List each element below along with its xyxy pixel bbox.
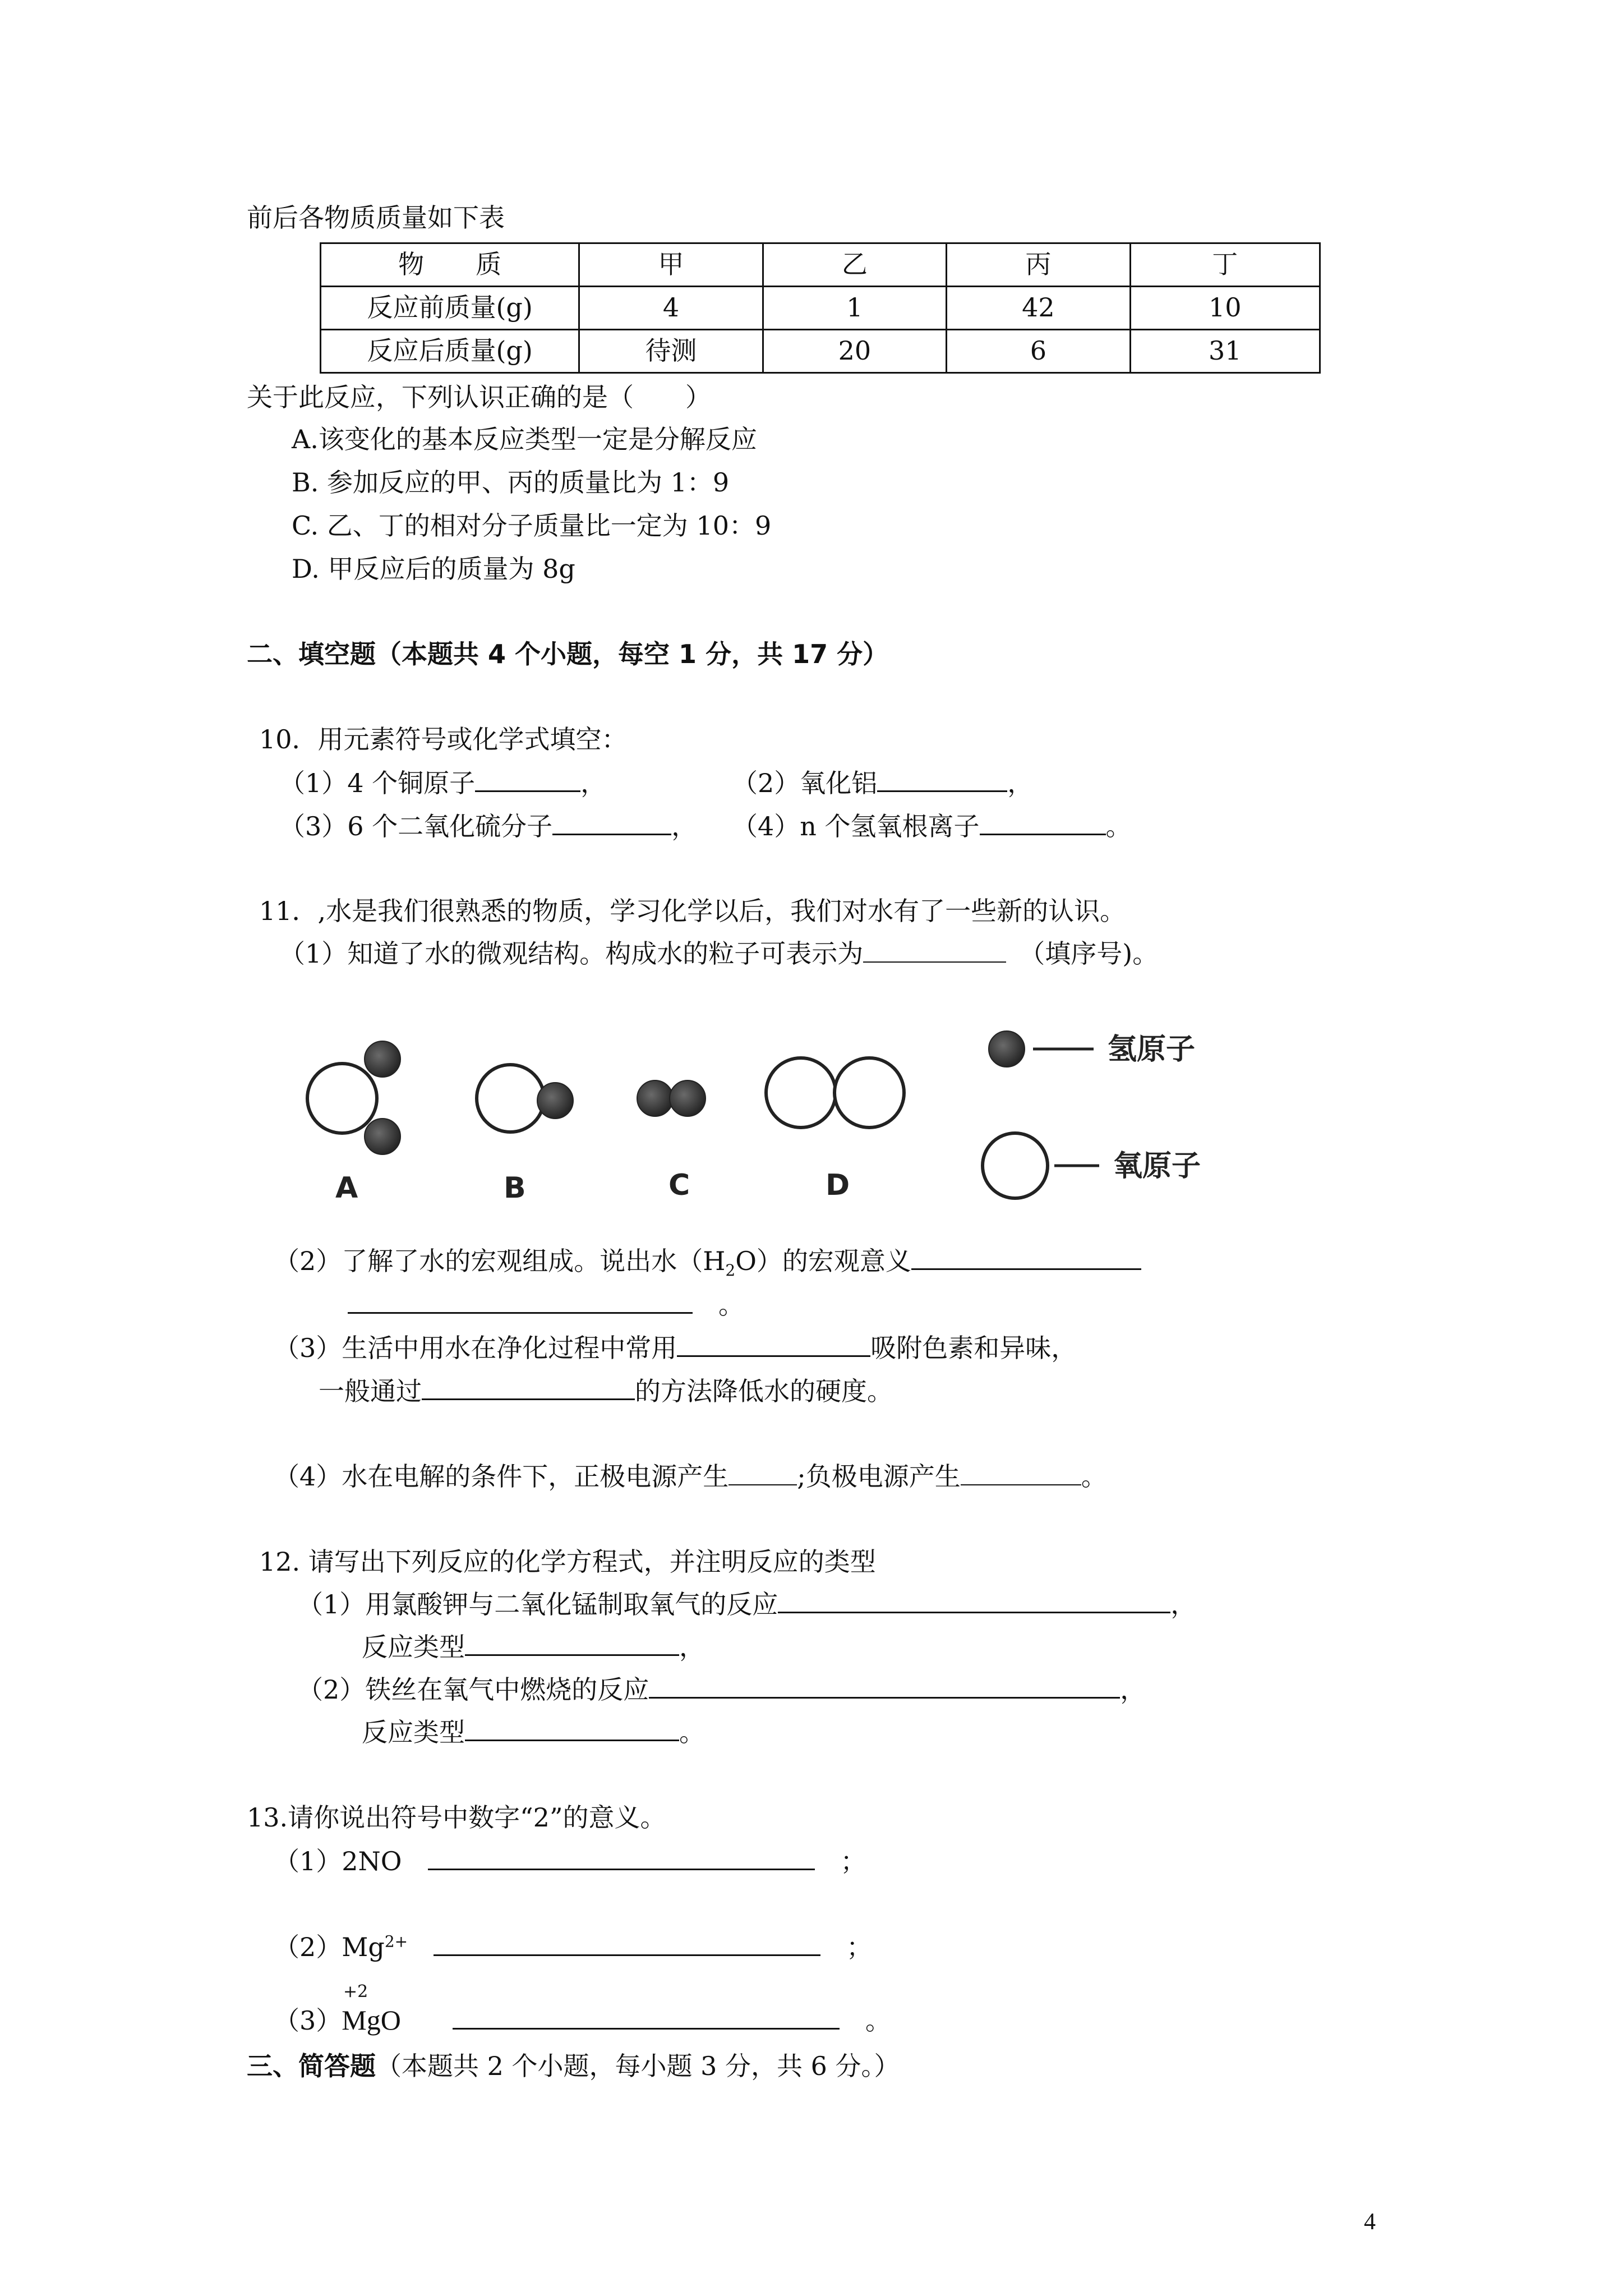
q9-option-a: A.该变化的基本反应类型一定是分解反应 — [292, 424, 757, 454]
q10-part2 — [732, 767, 1033, 800]
q11-part3-label: （3）生活中用水在净化过程中常用 — [274, 1333, 677, 1363]
answer-blank[interactable] — [980, 811, 1106, 835]
q10-part3-end: ， — [671, 811, 698, 841]
q12-part1 — [297, 1589, 1196, 1621]
answer-blank[interactable] — [911, 1246, 1141, 1270]
q11-part2-line2 — [348, 1289, 744, 1322]
table-header-cell: 乙 — [763, 243, 946, 287]
q12-part2-end: ， — [1120, 1674, 1146, 1705]
molecule-diagram — [292, 1004, 1256, 1228]
table-cell: 反应后质量(g) — [321, 330, 579, 373]
q9-option-b: B. 参加反应的甲、丙的质量比为 1：9 — [292, 467, 730, 498]
q11-part2-label-post: O）的宏观意义 — [735, 1246, 911, 1276]
q12-part1-label: （1）用氯酸钾与二氧化锰制取氧气的反应 — [297, 1589, 778, 1619]
q12-type1-end: ， — [679, 1632, 705, 1662]
q13-part2-label: （2）Mg — [274, 1932, 385, 1962]
q12-stem: 12. 请写出下列反应的化学方程式，并注明反应的类型 — [259, 1547, 876, 1577]
q11-part1-label: （1）知道了水的微观结构。构成水的粒子可表示为 — [279, 938, 864, 969]
table-cell: 1 — [763, 287, 946, 330]
q10-part2-end: ， — [1007, 768, 1034, 798]
legend-oxygen-label: 氧原子 — [1113, 1149, 1201, 1183]
table-cell: 42 — [947, 287, 1130, 330]
molecule-label-c: C — [668, 1168, 690, 1202]
q10-part4 — [732, 811, 1132, 843]
answer-blank[interactable] — [434, 1932, 820, 1956]
answer-blank[interactable] — [961, 1462, 1081, 1485]
q10-part1-end: ， — [580, 768, 607, 798]
answer-blank[interactable] — [863, 939, 1006, 963]
q13-part2-end: ； — [846, 1932, 873, 1962]
q13-part1-label: （1）2NO — [274, 1846, 402, 1876]
q13-valence: +2 — [343, 1982, 368, 2001]
q12-type1 — [362, 1631, 705, 1664]
molecule-c — [637, 1080, 706, 1116]
answer-blank[interactable] — [877, 768, 1007, 792]
q12-part2-label: （2）铁丝在氧气中燃烧的反应 — [297, 1674, 649, 1705]
oxygen-atom — [834, 1058, 904, 1128]
q13-part1-end: ； — [840, 1846, 866, 1876]
molecule-label-d: D — [826, 1168, 850, 1202]
table-cell: 4 — [579, 287, 763, 330]
page-number: 4 — [1364, 2209, 1376, 2235]
hydrogen-atom — [637, 1080, 673, 1116]
answer-blank[interactable] — [677, 1333, 870, 1357]
q9-option-c: C. 乙、丁的相对分子质量比一定为 10：9 — [292, 510, 772, 541]
section-3-title-rest: （本题共 2 个小题，每小题 3 分，共 6 分。） — [376, 2051, 900, 2081]
q11-part3-line2 — [319, 1375, 893, 1408]
q11-part2-end: 。 — [718, 1290, 744, 1320]
q10-stem: 10．用元素符号或化学式填空： — [259, 724, 628, 754]
q10-part2-label: （2）氧化铝 — [732, 768, 878, 798]
answer-blank[interactable] — [649, 1674, 1120, 1699]
q9-stem: 关于此反应，下列认识正确的是（ ） — [247, 382, 711, 412]
q11-stem: 11．,水是我们很熟悉的物质，学习化学以后，我们对水有了一些新的认识。 — [259, 896, 1126, 926]
table-header-cell: 丙 — [947, 243, 1130, 287]
molecule-a — [307, 1041, 400, 1154]
molecule-d — [766, 1058, 904, 1128]
table-header-cell: 物 质 — [321, 243, 579, 287]
intro-line: 前后各物质质量如下表 — [247, 203, 505, 233]
q11-part1 — [279, 938, 1158, 970]
mass-table — [320, 242, 1321, 374]
table-cell: 待测 — [579, 330, 763, 373]
q11-part4-mid: ;负极电源产生 — [797, 1461, 961, 1492]
answer-blank[interactable] — [348, 1290, 693, 1314]
legend-oxygen-icon — [983, 1133, 1048, 1198]
table-cell: 6 — [947, 330, 1130, 373]
table-header-row — [321, 243, 1320, 287]
table-cell: 31 — [1130, 330, 1320, 373]
q11-part1-end: （填序号)。 — [1032, 938, 1159, 969]
molecule-b — [477, 1065, 573, 1132]
q10-part1-label: （1）4 个铜原子 — [279, 768, 476, 798]
q12-type2 — [362, 1717, 705, 1749]
answer-blank[interactable] — [475, 768, 580, 792]
q13-part1 — [274, 1846, 866, 1878]
section-3-title — [247, 2050, 900, 2083]
q13-part3-label: （3） — [274, 2005, 342, 2036]
q11-part2-label-pre: （2）了解了水的宏观组成。说出水（H — [274, 1246, 726, 1276]
q12-type1-label: 反应类型 — [362, 1632, 465, 1662]
answer-blank[interactable] — [778, 1589, 1170, 1613]
table-row — [321, 287, 1320, 330]
answer-blank[interactable] — [552, 811, 671, 835]
table-cell: 反应前质量(g) — [321, 287, 579, 330]
q11-part4-label: （4）水在电解的条件下，正极电源产生 — [274, 1461, 729, 1492]
molecule-label-b: B — [504, 1171, 526, 1205]
q10-part4-end: 。 — [1105, 811, 1132, 841]
q10-part4-label: （4）n 个氢氧根离子 — [732, 811, 980, 841]
legend-hydrogen-label: 氢原子 — [1108, 1033, 1196, 1066]
hydrogen-atom — [365, 1119, 400, 1154]
q12-type2-end: 。 — [679, 1717, 705, 1747]
q11-part3-line2-post: 的方法降低水的硬度。 — [635, 1376, 893, 1406]
q11-part4 — [274, 1461, 1107, 1493]
table-header-cell: 甲 — [579, 243, 763, 287]
hydrogen-atom — [365, 1041, 400, 1077]
q13-part3-symbol: MgO — [342, 2004, 401, 2036]
answer-blank[interactable] — [728, 1462, 797, 1485]
table-cell: 10 — [1130, 287, 1320, 330]
q11-part2-sub: 2 — [725, 1261, 736, 1280]
q10-part1 — [279, 767, 606, 800]
answer-blank[interactable] — [465, 1632, 679, 1656]
q11-part3 — [274, 1332, 1077, 1365]
q11-part2 — [274, 1245, 1141, 1280]
legend-hydrogen-icon — [989, 1031, 1025, 1067]
oxygen-atom — [766, 1058, 836, 1128]
q11-part4-end: 。 — [1081, 1461, 1107, 1492]
answer-blank[interactable] — [465, 1717, 679, 1741]
q12-part1-end: ， — [1170, 1589, 1197, 1619]
q11-part3-line2-pre: 一般通过 — [319, 1376, 422, 1406]
q10-part3 — [279, 811, 697, 843]
q13-part2 — [274, 1931, 872, 1964]
q13-stem: 13.请你说出符号中数字“2”的意义。 — [247, 1802, 666, 1833]
q10-part3-label: （3）6 个二氧化硫分子 — [279, 811, 553, 841]
answer-blank[interactable] — [422, 1376, 635, 1400]
molecule-label-a: A — [335, 1171, 358, 1205]
q13-part3-end: 。 — [865, 2005, 891, 2036]
q11-part3-mid: 吸附色素和异味， — [870, 1333, 1077, 1363]
q12-type2-label: 反应类型 — [362, 1717, 465, 1747]
section-2-title: 二、填空题（本题共 4 个小题，每空 1 分，共 17 分） — [247, 639, 889, 669]
hydrogen-atom — [537, 1083, 573, 1119]
table-header-cell: 丁 — [1130, 243, 1320, 287]
q9-option-d: D. 甲反应后的质量为 8g — [292, 554, 575, 584]
table-row — [321, 330, 1320, 373]
answer-blank[interactable] — [428, 1846, 815, 1870]
q13-part2-sup: 2+ — [384, 1932, 408, 1951]
table-cell: 20 — [763, 330, 946, 373]
q12-part2 — [297, 1674, 1146, 1706]
answer-blank[interactable] — [453, 2005, 840, 2030]
q13-part3 — [274, 2003, 891, 2038]
section-3-title-bold: 三、简答题 — [247, 2051, 376, 2081]
hydrogen-atom — [670, 1080, 706, 1116]
